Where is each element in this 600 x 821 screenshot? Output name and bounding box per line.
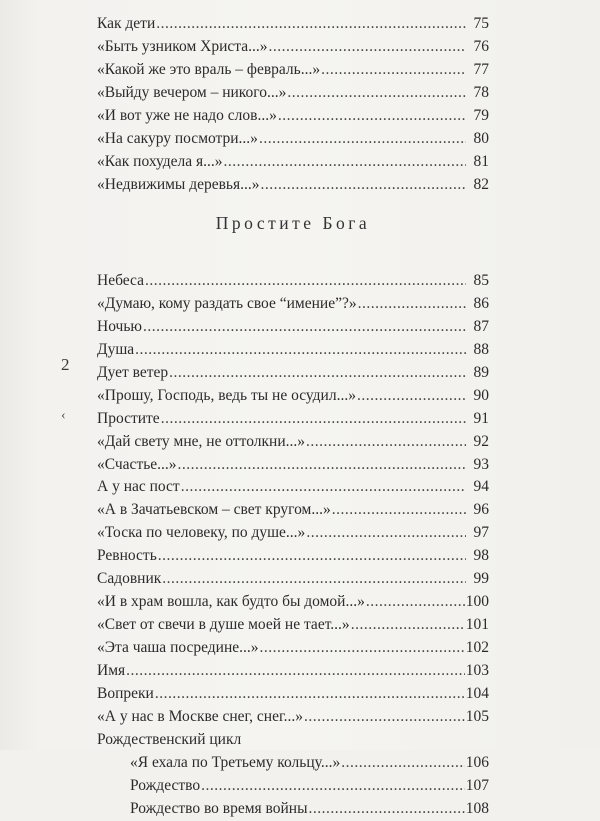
leader-dots [287,82,466,105]
margin-page-number: 2 [61,355,70,374]
toc-entry-page: 100 [465,593,489,611]
leader-dots [351,614,465,637]
toc-section-1 [97,13,489,197]
toc-entry-title: «Тоска по человеку, по душе...» [97,524,306,542]
toc-entry-page: 85 [473,272,489,289]
leader-dots [178,454,466,477]
toc-entry-page: 105 [465,707,489,725]
toc-entry-page: 78 [473,83,489,101]
toc-entry [97,362,489,385]
section-heading: Простите Бога [215,213,371,233]
leader-dots [260,637,465,660]
toc-subentry [97,752,489,775]
toc-entry-page: 98 [473,547,489,565]
leader-dots [158,545,466,568]
toc-entry-title: Ревность [97,547,157,565]
toc-entry [97,545,489,568]
leader-dots [278,105,466,128]
toc-entry-title: «А в Зачатьевском – свет кругом...» [97,501,331,519]
toc-entry-title: «А у нас в Москве снег, снег...» [97,707,303,725]
leader-dots [306,522,466,545]
toc-entry-page: 87 [473,317,489,335]
toc-entry-title: «И в храм вошла, как будто бы домой...» [97,593,365,611]
toc-entry-page: 94 [473,478,489,496]
leader-dots [332,499,466,522]
toc-entry-page: 101 [465,616,489,634]
toc-entry [97,683,489,706]
toc-entry-page: 102 [465,639,489,656]
toc-entry-title: «На сакуру посмотри...» [97,129,258,147]
toc-section-2 [97,270,489,821]
toc-entry-page: 90 [473,386,489,404]
toc-entry [97,454,489,477]
toc-entry-page: 81 [473,152,489,170]
leader-dots [306,431,466,454]
toc-entry-page: 79 [473,106,489,124]
leader-dots [224,151,466,174]
toc-entry-title: «Прошу, Господь, ведь ты не осудил...» [97,386,356,404]
toc-entry-title: «Дай свету мне, не оттолкни...» [97,432,306,450]
toc-entry [97,385,489,408]
toc-entry-page: 92 [473,432,489,450]
toc-entry [97,431,489,454]
toc-entry-title: «Выйду вечером – никого...» [97,83,287,101]
toc-entry-title: «Я ехала по Третьему кольцу...» [130,753,341,771]
toc-entry-page: 93 [473,455,489,473]
leader-dots [201,775,465,798]
margin-mark: ‹ [61,408,66,423]
toc-entry-title: А у нас пост [97,478,180,496]
toc-entry-title: Имя [97,661,126,679]
leader-dots [145,270,466,293]
toc-entry-title: Ночью [97,317,142,335]
leader-dots [341,752,465,775]
toc-entry [97,614,489,637]
toc-entry-title: Небеса [97,272,144,289]
leader-dots [126,660,465,683]
leader-dots [169,362,466,385]
toc-entry-page: 75 [473,15,489,32]
toc-entry [97,637,489,660]
toc-entry [97,476,489,499]
toc-entry-title: «Недвижимы деревья...» [97,175,260,193]
toc-entry [97,660,489,683]
toc-entry-title: Рождество [130,776,201,794]
leader-dots [162,568,466,591]
toc-entry [97,339,489,362]
toc-entry-title: «Счастье...» [97,455,177,473]
toc-entry-page: 86 [473,294,489,312]
toc-entry-title: Рождество во время войны [130,799,308,817]
toc-entry-page: 104 [465,684,489,702]
toc-entry-title: Как дети [97,15,156,32]
toc-entry-title: «Эта чаша посредине...» [97,639,259,656]
toc-entry-title: «И вот уже не надо слов...» [97,106,277,124]
toc-entry-page: 80 [473,129,489,147]
leader-dots [161,408,466,431]
leader-dots [366,591,465,614]
leader-dots [261,174,466,197]
toc-entry [97,270,489,293]
leader-dots [143,316,466,339]
toc-entry [97,36,489,59]
toc-entry [97,13,489,36]
toc-entry-page: 82 [473,175,489,193]
toc-entry-page: 99 [473,570,489,588]
toc-entry-page: 97 [473,524,489,542]
leader-dots [155,683,465,706]
toc-entry-title: Рождественский цикл [97,730,242,748]
toc-entry-title: Вопреки [97,684,154,702]
leader-dots [321,59,466,82]
toc-entry-page: 91 [473,409,489,427]
leader-dots [304,706,465,729]
toc-entry-title: Садовник [97,570,162,588]
leader-dots [358,293,466,316]
toc-entry-title: «Какой же это враль – февраль...» [97,60,321,78]
toc-entry-page: 108 [465,799,489,817]
toc-entry-page: 107 [465,776,489,794]
toc-entry-page: 77 [473,60,489,78]
toc-entry-title: «Как похудела я...» [97,152,223,170]
toc-entry-page: 88 [473,340,489,358]
toc-entry [97,706,489,729]
toc-entry-page: 76 [473,37,489,55]
leader-dots [268,36,466,59]
toc-entry [97,568,489,591]
toc-entry [97,293,489,316]
leader-dots [357,385,466,408]
toc-subentry [97,798,489,821]
toc-entry-title: «Думаю, кому раздать свое “имение”?» [97,294,357,312]
toc-group-heading [97,729,489,752]
toc-entry-title: Простите [97,409,160,427]
toc-entry-title: Дует ветер [97,363,169,381]
toc-entry-title: Душа [97,340,135,358]
toc-entry [97,151,489,174]
toc-entry [97,499,489,522]
toc-entry [97,522,489,545]
toc-entry-title: «Свет от свечи в душе моей не тает...» [97,616,350,634]
toc-entry [97,82,489,105]
toc-entry [97,128,489,151]
toc-entry-page: 89 [473,363,489,381]
toc-entry-page: 96 [473,501,489,519]
toc-entry-page: 106 [465,753,489,771]
leader-dots [309,798,465,821]
toc-entry [97,316,489,339]
leader-dots [259,128,466,151]
leader-dots [156,13,466,36]
toc-entry-page: 103 [465,661,489,679]
leader-dots [135,339,466,362]
toc-entry [97,591,489,614]
toc-subentry [97,775,489,798]
toc-entry [97,59,489,82]
toc-entry [97,105,489,128]
toc-entry-title: «Быть узником Христа...» [97,37,268,55]
leader-dots [181,476,466,499]
toc-entry [97,408,489,431]
toc-entry [97,174,489,197]
